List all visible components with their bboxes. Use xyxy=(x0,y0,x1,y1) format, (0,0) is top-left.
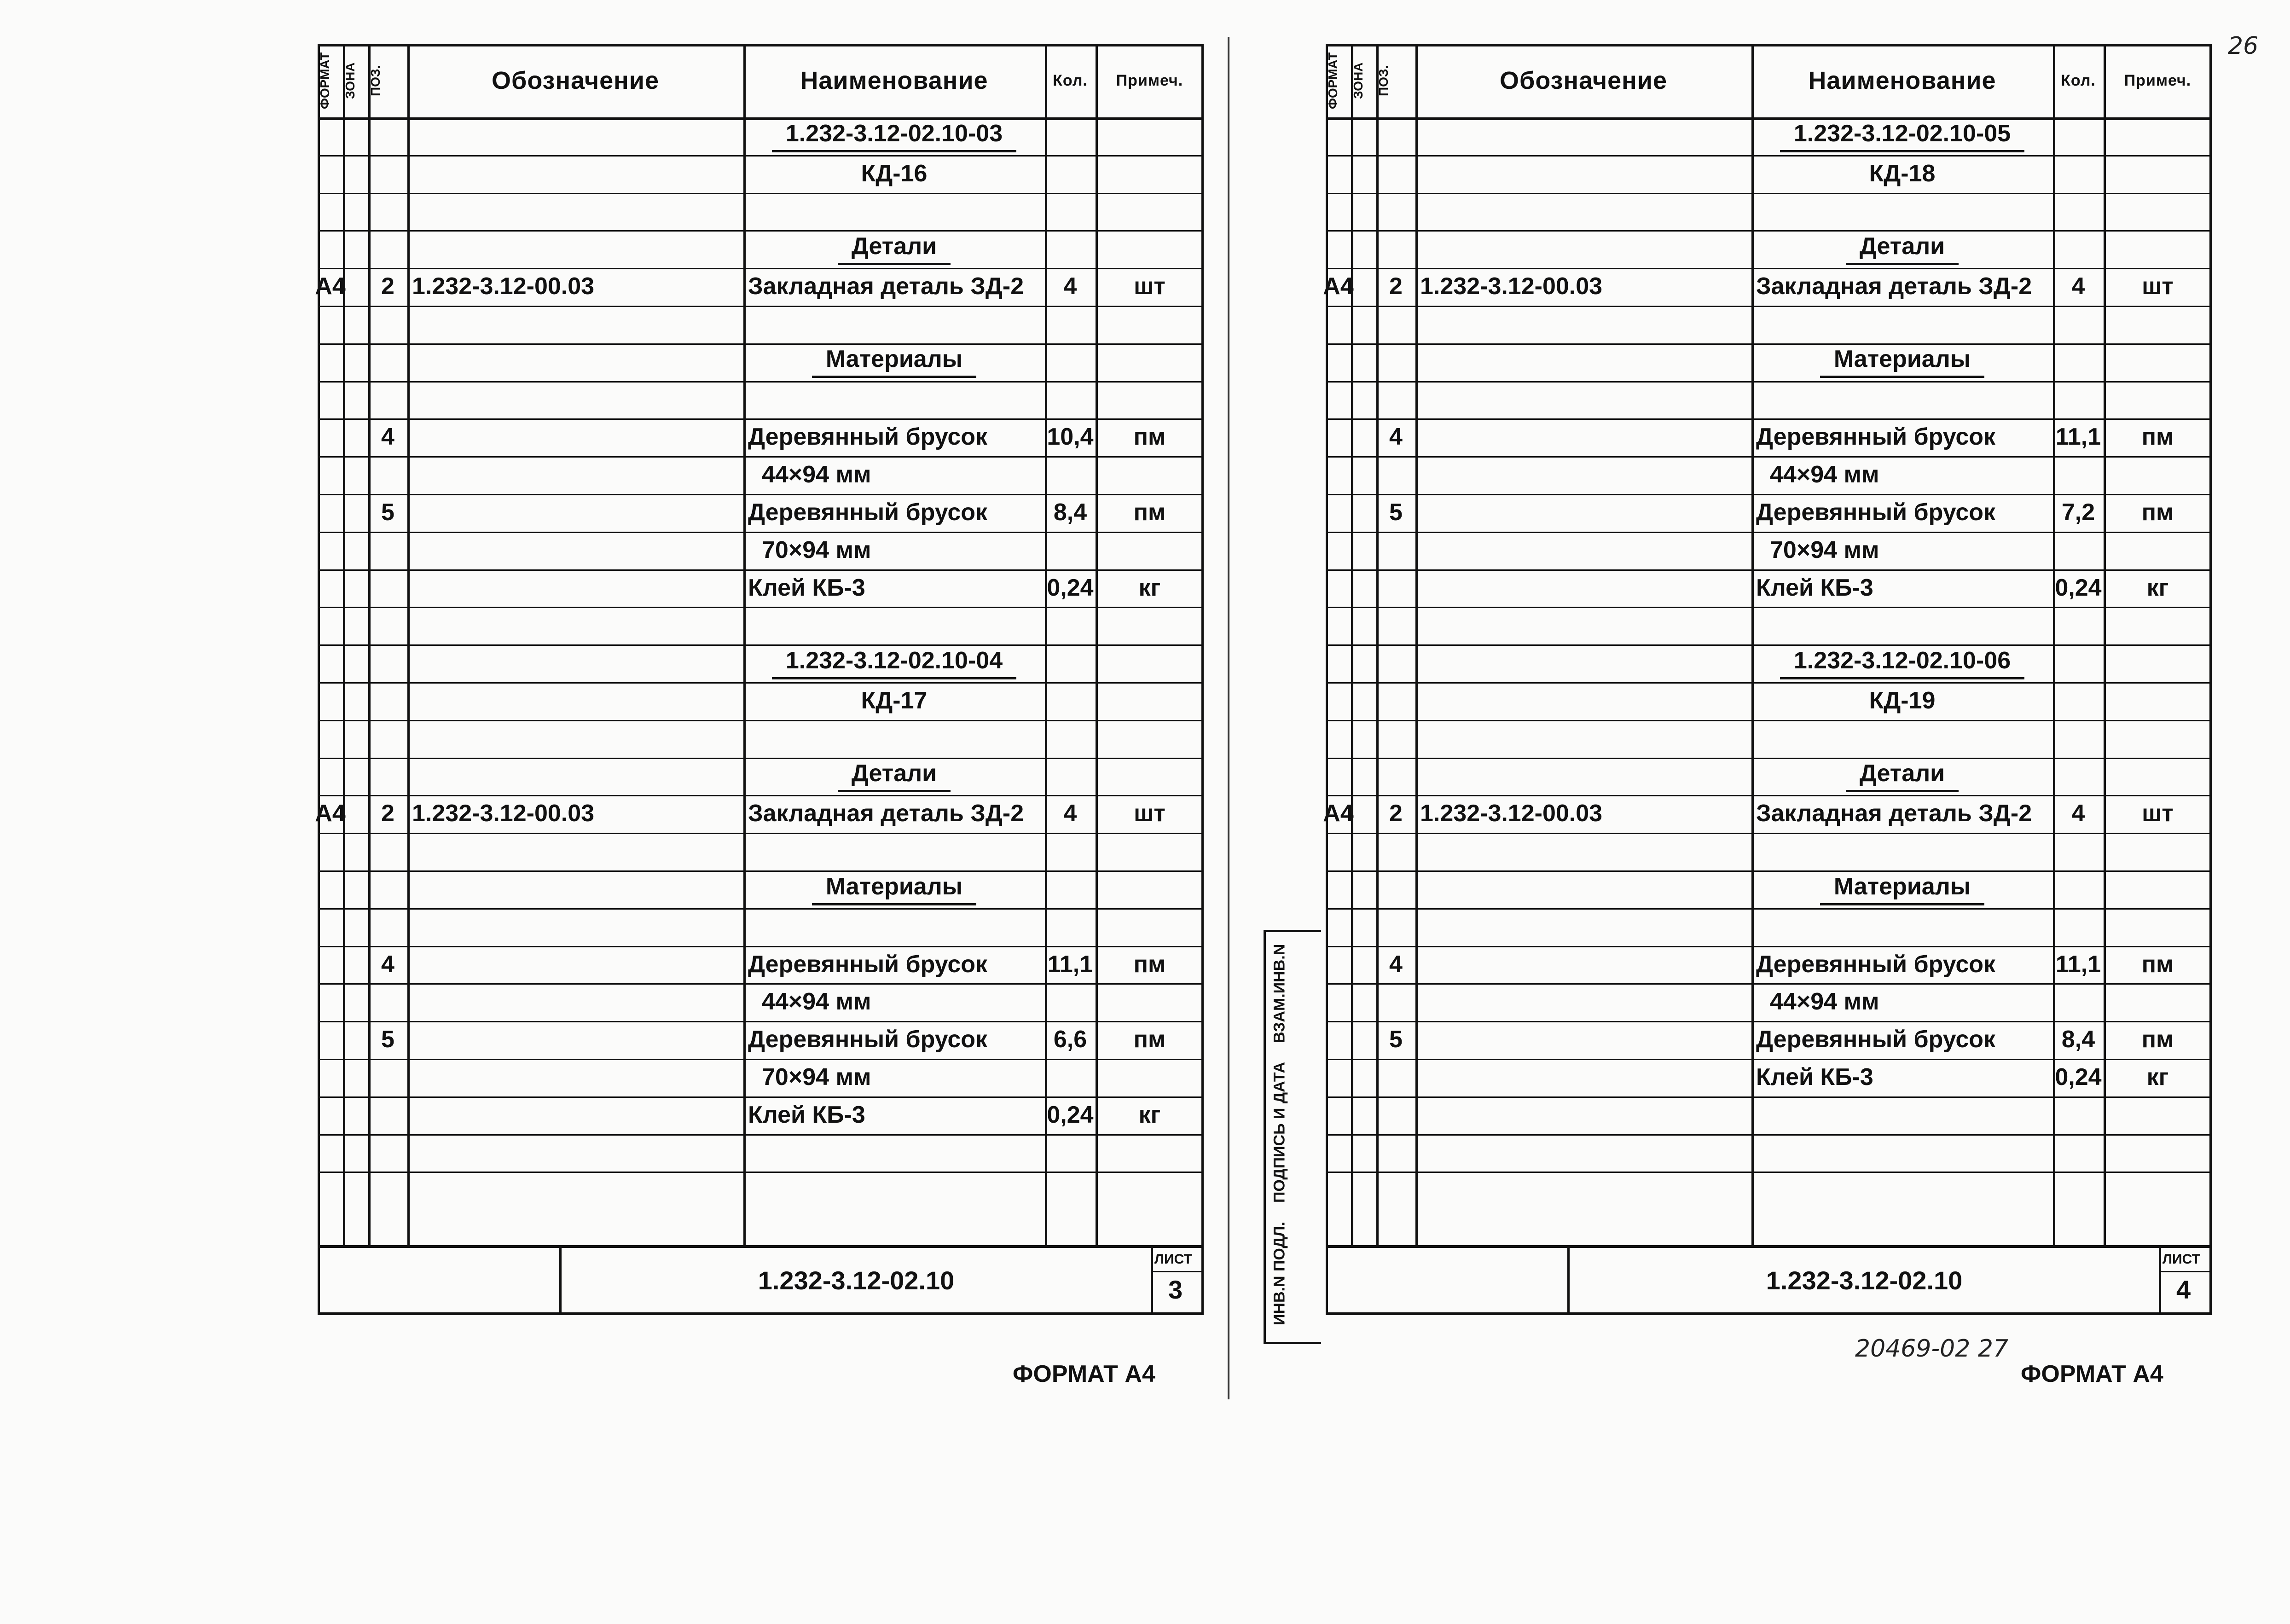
cell-text: кг xyxy=(1138,574,1161,601)
table-row xyxy=(318,1096,1204,1134)
cell-text: 44×94 мм xyxy=(1770,461,1879,488)
cell-text: 70×94 мм xyxy=(762,536,871,563)
cell-text: 11,1 xyxy=(2055,423,2101,451)
cell-name xyxy=(748,418,1040,455)
cell-name xyxy=(1756,532,2062,568)
cell-name xyxy=(1756,456,2062,493)
cell-text: 10,4 xyxy=(1047,423,1094,451)
cell-text: пм xyxy=(2141,499,2174,526)
cell-name xyxy=(748,230,1040,267)
cell-name xyxy=(748,1059,1054,1096)
table-row xyxy=(1326,494,2212,532)
sheet-label: ЛИСТ xyxy=(1154,1252,1192,1267)
format-label: ФОРМАТ А4 xyxy=(1013,1361,1155,1387)
title-block-line xyxy=(1326,1248,1328,1312)
cell-pos xyxy=(1381,1021,1411,1058)
table-row xyxy=(1326,870,2212,908)
table-row xyxy=(318,983,1204,1021)
archive-number: 20469-02 27 xyxy=(1855,1335,2009,1363)
cell-text: 5 xyxy=(381,499,394,526)
title-block-line xyxy=(2159,1248,2161,1312)
table-row xyxy=(318,230,1204,268)
table-row xyxy=(318,193,1204,231)
table-row xyxy=(318,1059,1204,1096)
table-row xyxy=(1326,833,2212,870)
header-name: Наименование xyxy=(800,67,988,94)
row-line xyxy=(318,1172,1204,1173)
header-zone: ЗОНА xyxy=(1351,62,1365,99)
sheet-label: ЛИСТ xyxy=(2162,1252,2200,1267)
cell-note xyxy=(1100,1096,1199,1133)
cell-qty xyxy=(1049,1021,1091,1058)
cell-note xyxy=(1100,418,1199,455)
spec-table xyxy=(315,44,1204,1245)
cell-note xyxy=(2108,1021,2207,1058)
table-row xyxy=(1326,456,2212,494)
table-row xyxy=(318,908,1204,946)
cell-text: 4 xyxy=(1063,800,1077,827)
cell-text: пм xyxy=(2141,1026,2174,1053)
table-row xyxy=(318,494,1204,532)
cell-text: 5 xyxy=(1389,1026,1403,1053)
cell-text: КД-19 xyxy=(1869,687,1936,714)
table-row xyxy=(1326,908,2212,946)
cell-text: 5 xyxy=(381,1026,394,1053)
table-row xyxy=(1323,268,2212,306)
header-name: Наименование xyxy=(1808,67,1996,94)
cell-qty xyxy=(2055,946,2101,983)
cell-text: А4 xyxy=(315,273,346,300)
table-row xyxy=(1326,1096,2212,1134)
cell-name xyxy=(748,682,1040,719)
table-row xyxy=(318,306,1204,343)
cell-name xyxy=(1756,795,2048,832)
binding-label-inv: ИНВ.N ПОДЛ. xyxy=(1270,1222,1288,1326)
table-row xyxy=(318,381,1204,419)
cell-note xyxy=(1100,268,1199,305)
header-designation: Обозначение xyxy=(1499,67,1667,94)
cell-text: шт xyxy=(2142,800,2174,827)
table-row xyxy=(318,870,1204,908)
cell-text: КД-17 xyxy=(861,687,928,714)
cell-name xyxy=(1756,155,2048,192)
table-row xyxy=(1326,418,2212,456)
cell-text: 1.232-3.12-00.03 xyxy=(412,273,595,300)
cell-text: 0,24 xyxy=(2055,1064,2102,1090)
cell-text: 70×94 мм xyxy=(762,1064,871,1090)
cell-text: 4 xyxy=(381,423,394,451)
cell-text: Закладная деталь ЗД-2 xyxy=(1756,800,2032,827)
cell-format xyxy=(1323,795,1354,832)
header-note: Примеч. xyxy=(1116,71,1183,89)
cell-text: Детали xyxy=(1846,760,1959,792)
cell-name xyxy=(1756,644,2048,681)
cell-text: 2 xyxy=(1389,800,1403,827)
cell-text: Клей КБ-3 xyxy=(1756,1064,1873,1090)
table-row xyxy=(318,1134,1204,1172)
cell-text: КД-16 xyxy=(861,160,928,187)
table-row xyxy=(1326,569,2212,607)
cell-name xyxy=(748,644,1040,681)
cell-text: Детали xyxy=(838,232,951,265)
cell-note xyxy=(2108,268,2207,305)
corner-number: 26 xyxy=(2228,32,2259,60)
cell-note xyxy=(2108,795,2207,832)
cell-text: Клей КБ-3 xyxy=(748,574,865,601)
cell-text: 2 xyxy=(381,800,394,827)
table-row xyxy=(1326,720,2212,758)
table-row xyxy=(1326,155,2212,193)
cell-text: Детали xyxy=(838,760,951,792)
cell-text: 44×94 мм xyxy=(762,461,871,488)
title-block xyxy=(1326,1245,2212,1315)
table-row xyxy=(318,607,1204,644)
cell-name xyxy=(748,155,1040,192)
cell-text: 44×94 мм xyxy=(1770,988,1879,1015)
cell-text: Детали xyxy=(1846,232,1959,265)
cell-text: пм xyxy=(1133,423,1166,451)
cell-note xyxy=(2108,1059,2207,1096)
cell-text: 8,4 xyxy=(2061,1026,2095,1053)
table-row xyxy=(318,418,1204,456)
cell-name xyxy=(748,1021,1040,1058)
cell-text: 5 xyxy=(1389,499,1403,526)
cell-note xyxy=(2108,418,2207,455)
cell-qty xyxy=(1049,946,1091,983)
cell-pos xyxy=(373,268,403,305)
cell-name xyxy=(748,268,1040,305)
cell-pos xyxy=(1381,268,1411,305)
cell-text: 0,24 xyxy=(1047,574,1094,601)
cell-text: Деревянный брусок xyxy=(1756,1026,1996,1053)
cell-qty xyxy=(1047,418,1094,455)
cell-text: шт xyxy=(1134,273,1165,300)
cell-text: А4 xyxy=(315,800,346,827)
cell-pos xyxy=(373,946,403,983)
cell-name xyxy=(1756,682,2048,719)
cell-text: пм xyxy=(2141,423,2174,451)
cell-note xyxy=(2108,494,2207,531)
cell-name xyxy=(1756,268,2048,305)
cell-text: Деревянный брусок xyxy=(748,1026,988,1053)
cell-text: Деревянный брусок xyxy=(1756,951,1996,978)
cell-name xyxy=(748,758,1040,795)
cell-designation xyxy=(412,795,739,832)
cell-format xyxy=(315,268,346,305)
table-row xyxy=(1323,795,2212,833)
cell-text: 11,1 xyxy=(1047,951,1093,978)
cell-name xyxy=(1756,1021,2048,1058)
cell-text: КД-18 xyxy=(1869,160,1936,187)
cell-note xyxy=(1100,946,1199,983)
cell-text: шт xyxy=(2142,273,2174,300)
cell-text: Деревянный брусок xyxy=(748,499,988,526)
table-row xyxy=(318,644,1204,682)
table-row xyxy=(318,155,1204,193)
cell-name xyxy=(1756,343,2048,380)
table-row xyxy=(1326,117,2212,155)
table-row xyxy=(1326,343,2212,381)
cell-format xyxy=(1323,268,1354,305)
cell-text: пм xyxy=(1133,499,1166,526)
title-block-line xyxy=(1151,1248,1153,1312)
cell-name xyxy=(1756,569,2048,606)
sheet-number: 4 xyxy=(2176,1275,2191,1304)
table-row xyxy=(1326,644,2212,682)
table-row xyxy=(318,946,1204,984)
cell-text: 0,24 xyxy=(1047,1101,1094,1128)
cell-text: Деревянный брусок xyxy=(748,951,988,978)
cell-text: 4 xyxy=(381,951,394,978)
cell-text: Материалы xyxy=(812,345,976,378)
cell-text: Деревянный брусок xyxy=(1756,499,1996,526)
cell-text: А4 xyxy=(1323,800,1354,827)
cell-text: 8,4 xyxy=(1053,499,1087,526)
header-qty: Кол. xyxy=(2061,71,2096,89)
cell-qty xyxy=(2058,268,2099,305)
cell-text: 1.232-3.12-00.03 xyxy=(1420,800,1603,827)
cell-note xyxy=(1100,494,1199,531)
header-pos: ПОЗ. xyxy=(1376,65,1391,96)
cell-pos xyxy=(1381,795,1411,832)
table-row xyxy=(318,1021,1204,1059)
cell-name xyxy=(748,870,1040,907)
cell-name xyxy=(748,983,1054,1020)
cell-text: пм xyxy=(1133,1026,1166,1053)
cell-qty xyxy=(2058,494,2099,531)
cell-text: 11,1 xyxy=(2055,951,2101,978)
spec-sheet-4 xyxy=(1323,44,2212,1387)
table-row xyxy=(318,343,1204,381)
cell-name xyxy=(1756,418,2048,455)
cell-name xyxy=(748,1096,1040,1133)
format-label: ФОРМАТ А4 xyxy=(2021,1361,2163,1387)
table-row xyxy=(1326,758,2212,795)
cell-qty xyxy=(2055,418,2101,455)
cell-text: кг xyxy=(2146,574,2169,601)
cell-text: 4 xyxy=(1389,423,1403,451)
title-block-line xyxy=(2159,1271,2212,1272)
cell-note xyxy=(2108,569,2207,606)
cell-pos xyxy=(1381,418,1411,455)
cell-text: 44×94 мм xyxy=(762,988,871,1015)
header-format: ФОРМАТ xyxy=(318,52,332,109)
table-row xyxy=(318,456,1204,494)
cell-text: 1.232-3.12-02.10-05 xyxy=(1780,120,2024,152)
table-row xyxy=(1326,532,2212,569)
table-row xyxy=(318,569,1204,607)
table-row xyxy=(1326,1059,2212,1096)
cell-text: Деревянный брусок xyxy=(748,423,988,451)
cell-format xyxy=(315,795,346,832)
cell-pos xyxy=(373,1021,403,1058)
cell-text: 0,24 xyxy=(2055,574,2102,601)
table-row xyxy=(1326,983,2212,1021)
binding-strip-labels xyxy=(1268,934,1291,1335)
cell-text: Материалы xyxy=(1820,345,1984,378)
cell-text: кг xyxy=(2146,1064,2169,1090)
cell-text: 1.232-3.12-00.03 xyxy=(1420,273,1603,300)
cell-pos xyxy=(1381,946,1411,983)
cell-name xyxy=(1756,230,2048,267)
table-row xyxy=(318,117,1204,155)
cell-qty xyxy=(1047,569,1094,606)
binding-label-sign: ПОДПИСЬ И ДАТА xyxy=(1270,1062,1288,1203)
cell-name xyxy=(748,532,1054,568)
cell-name xyxy=(1756,870,2048,907)
table-row xyxy=(318,532,1204,569)
cell-name xyxy=(1756,758,2048,795)
sheet-divider xyxy=(1228,37,1229,1399)
table-row xyxy=(1326,946,2212,984)
cell-text: Закладная деталь ЗД-2 xyxy=(1756,273,2032,300)
table-row xyxy=(318,682,1204,720)
cell-qty xyxy=(2058,795,2099,832)
table-row xyxy=(1326,1134,2212,1172)
cell-text: А4 xyxy=(1323,273,1354,300)
header-zone: ЗОНА xyxy=(343,62,357,99)
cell-name xyxy=(748,946,1040,983)
cell-text: 4 xyxy=(1063,273,1077,300)
header-pos: ПОЗ. xyxy=(368,65,383,96)
cell-name xyxy=(1756,946,2048,983)
cell-qty xyxy=(2055,1059,2102,1096)
cell-qty xyxy=(2055,569,2102,606)
cell-text: 70×94 мм xyxy=(1770,536,1879,563)
cell-name xyxy=(748,494,1040,531)
table-row xyxy=(1326,682,2212,720)
title-block-line xyxy=(1151,1271,1204,1272)
cell-name xyxy=(1756,983,2062,1020)
table-row xyxy=(315,795,1204,833)
cell-name xyxy=(748,117,1040,154)
cell-text: Материалы xyxy=(1820,873,1984,905)
header-note: Примеч. xyxy=(2124,71,2191,89)
cell-text: Деревянный брусок xyxy=(1756,423,1996,451)
cell-pos xyxy=(1381,494,1411,531)
cell-designation xyxy=(1420,795,1747,832)
cell-text: кг xyxy=(1138,1101,1161,1128)
cell-qty xyxy=(2058,1021,2099,1058)
table-row xyxy=(318,758,1204,795)
cell-text: 2 xyxy=(381,273,394,300)
spec-sheet-3 xyxy=(315,44,1204,1387)
cell-text: Клей КБ-3 xyxy=(748,1101,865,1128)
cell-text: 1.232-3.12-02.10-04 xyxy=(772,647,1016,679)
cell-name xyxy=(748,569,1040,606)
table-row xyxy=(318,833,1204,870)
cell-text: шт xyxy=(1134,800,1165,827)
cell-text: Закладная деталь ЗД-2 xyxy=(748,800,1024,827)
cell-note xyxy=(1100,569,1199,606)
title-block-line xyxy=(2209,1248,2212,1312)
cell-text: 1.232-3.12-02.10-06 xyxy=(1780,647,2024,679)
cell-name xyxy=(748,456,1054,493)
cell-text: Закладная деталь ЗД-2 xyxy=(748,273,1024,300)
cell-text: Клей КБ-3 xyxy=(1756,574,1873,601)
spec-table xyxy=(1323,44,2212,1245)
binding-label-repl: ВЗАМ.ИНВ.N xyxy=(1270,944,1288,1043)
cell-designation xyxy=(412,268,739,305)
sheet-number: 3 xyxy=(1168,1275,1183,1304)
table-row xyxy=(1326,1021,2212,1059)
cell-qty xyxy=(1049,268,1091,305)
cell-designation xyxy=(1420,268,1747,305)
cell-note xyxy=(1100,1021,1199,1058)
title-block-line xyxy=(1201,1248,1204,1312)
title-block-line xyxy=(318,1248,320,1312)
cell-text: Материалы xyxy=(812,873,976,905)
cell-pos xyxy=(373,494,403,531)
cell-text: 4 xyxy=(2071,800,2085,827)
cell-qty xyxy=(1049,795,1091,832)
table-row xyxy=(318,720,1204,758)
cell-text: 7,2 xyxy=(2061,499,2095,526)
header-format: ФОРМАТ xyxy=(1326,52,1340,109)
cell-text: пм xyxy=(1133,951,1166,978)
table-row xyxy=(1326,193,2212,231)
title-block xyxy=(318,1245,1204,1315)
table-row xyxy=(1326,381,2212,419)
cell-text: 2 xyxy=(1389,273,1403,300)
cell-note xyxy=(1100,795,1199,832)
table-row xyxy=(1326,306,2212,343)
cell-name xyxy=(748,343,1040,380)
cell-text: 6,6 xyxy=(1053,1026,1087,1053)
cell-qty xyxy=(1047,1096,1094,1133)
document-code: 1.232-3.12-02.10 xyxy=(758,1265,955,1295)
cell-text: 4 xyxy=(2071,273,2085,300)
table-row xyxy=(1326,230,2212,268)
cell-qty xyxy=(1049,494,1091,531)
cell-text: 1.232-3.12-02.10-03 xyxy=(772,120,1016,152)
cell-note xyxy=(2108,946,2207,983)
cell-text: 1.232-3.12-00.03 xyxy=(412,800,595,827)
header-qty: Кол. xyxy=(1053,71,1088,89)
cell-name xyxy=(1756,117,2048,154)
cell-text: 4 xyxy=(1389,951,1403,978)
cell-name xyxy=(1756,494,2048,531)
cell-name xyxy=(748,795,1040,832)
cell-name xyxy=(1756,1059,2048,1096)
document-code: 1.232-3.12-02.10 xyxy=(1766,1265,1963,1295)
table-row xyxy=(1326,607,2212,644)
header-designation: Обозначение xyxy=(491,67,659,94)
cell-pos xyxy=(373,795,403,832)
cell-pos xyxy=(373,418,403,455)
table-row xyxy=(315,268,1204,306)
row-line xyxy=(1326,1172,2212,1173)
cell-text: пм xyxy=(2141,951,2174,978)
